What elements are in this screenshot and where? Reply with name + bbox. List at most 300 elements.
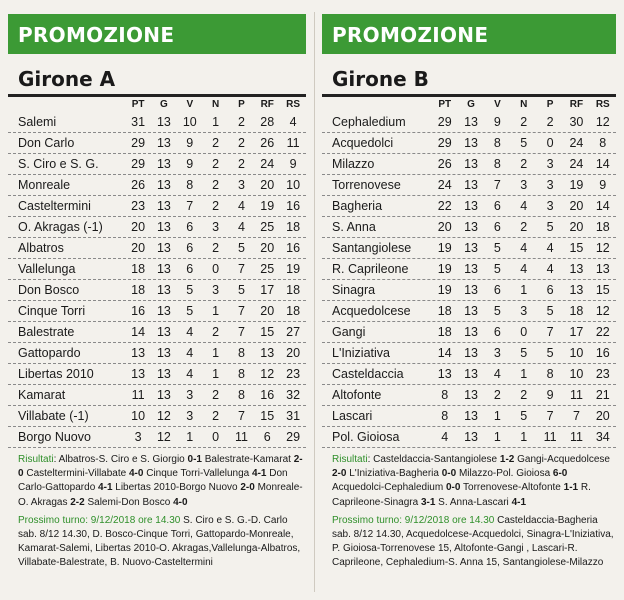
stat-g: 13 [156,241,171,255]
results-label: Risultati [18,454,54,465]
stat-p: 2 [546,115,554,129]
table-row [322,154,616,175]
stat-g: 13 [156,262,171,276]
header-pt: PT [131,99,145,110]
stat-v: 5 [493,304,501,318]
stat-v: 9 [186,136,194,150]
table-row [8,154,306,175]
stat-g: 13 [464,241,479,255]
table-row [322,238,616,259]
stat-rs: 16 [595,346,610,360]
stat-v: 7 [493,178,501,192]
stat-p: 8 [237,346,245,360]
team-name: Don Carlo [18,136,75,150]
stat-pt: 18 [437,325,452,339]
team-name: Salemi [18,115,57,129]
stat-v: 6 [186,220,194,234]
stat-g: 13 [156,178,171,192]
next-round-label: Prossimo turno: 9/12/2018 ore 14.30 [332,514,495,526]
team-name: Libertas 2010 [18,367,94,381]
stat-pt: 19 [437,241,452,255]
stat-pt: 23 [131,199,146,213]
match-teams: Monreale-O. Akragas [18,482,303,508]
table-row [8,238,306,259]
stat-rf: 13 [569,283,584,297]
stat-rs: 14 [595,199,610,213]
stat-n: 2 [212,178,220,192]
stat-rf: 26 [260,136,275,150]
stat-g: 13 [464,199,479,213]
stat-p: 2 [237,157,245,171]
stat-v: 2 [493,388,501,402]
stat-p: 5 [546,346,554,360]
stat-p: 7 [237,304,245,318]
stat-rf: 12 [260,367,275,381]
team-name: Vallelunga [18,262,76,276]
match-teams: Torrenovese-Altofonte [460,482,564,494]
match-score: 0-0 [445,482,461,494]
next-round-text [8,514,306,571]
stat-n: 1 [520,430,528,444]
stat-rf: 20 [569,199,584,213]
group-title: Girone A [18,67,116,91]
stat-pt: 18 [131,283,146,297]
table-row [322,322,616,343]
stat-g: 13 [156,115,171,129]
stat-rs: 16 [286,241,301,255]
table-row [8,280,306,301]
stat-pt: 19 [437,283,452,297]
match-score: 2-0 [18,454,303,480]
stat-g: 13 [156,388,171,402]
stat-pt: 31 [131,115,146,129]
standings-table [8,112,306,448]
header-rs: RS [595,99,610,110]
results-label: Risultati [332,454,368,465]
table-row [8,133,306,154]
table-row [322,217,616,238]
table-row [8,112,306,133]
stat-g: 13 [464,367,479,381]
stat-p: 11 [543,430,557,444]
stat-rf: 24 [569,157,584,171]
stat-n: 2 [212,136,220,150]
stat-g: 13 [156,325,171,339]
stat-pt: 11 [131,388,145,402]
table-row [322,196,616,217]
stat-v: 6 [186,262,194,276]
match-teams: Acquedolci-Cephaledium [332,482,446,494]
match-teams: Casteltermini-Villabate [23,468,129,480]
team-name: Casteldaccia [332,367,404,381]
stat-rs: 18 [595,220,610,234]
header-rs: RS [286,99,301,110]
table-row [8,364,306,385]
team-name: Bagheria [332,199,383,213]
team-name: Casteltermini [18,199,91,213]
stat-pt: 29 [131,157,146,171]
match-score: 4-0 [128,468,144,480]
stat-n: 4 [520,199,528,213]
stat-n: 0 [520,325,528,339]
stat-rf: 10 [569,346,584,360]
stat-v: 1 [493,409,501,423]
stat-p: 8 [546,367,554,381]
stat-rs: 23 [595,367,610,381]
team-name: Pol. Gioiosa [332,430,400,444]
stat-n: 2 [212,241,220,255]
stat-n: 2 [520,388,528,402]
stat-rs: 12 [595,241,610,255]
stat-n: 0 [212,262,220,276]
stat-n: 5 [520,346,528,360]
match-score: 4-1 [98,482,113,494]
stat-p: 0 [546,136,554,150]
match-score: 2-0 [332,468,347,480]
stat-g: 13 [464,409,479,423]
stat-rf: 25 [260,262,275,276]
stat-g: 13 [156,304,171,318]
stat-n: 5 [520,136,528,150]
table-row [8,406,306,427]
stat-v: 5 [186,304,194,318]
next-round-text [322,514,616,571]
stat-rs: 15 [595,283,610,297]
stat-g: 13 [464,283,479,297]
stat-n: 0 [212,430,220,444]
stat-pt: 29 [131,136,146,150]
stat-rs: 14 [595,157,610,171]
stat-rf: 13 [569,262,584,276]
stat-g: 13 [464,220,479,234]
next-round-label: Prossimo turno: 9/12/2018 ore 14.30 [18,514,181,526]
team-name: O. Akragas (-1) [18,220,103,234]
stat-g: 12 [156,409,171,423]
stat-p: 5 [237,283,245,297]
stat-v: 4 [186,346,194,360]
stat-rs: 23 [286,367,301,381]
table-row [322,133,616,154]
stat-n: 2 [212,409,220,423]
stat-pt: 26 [131,178,146,192]
stat-p: 2 [237,115,245,129]
stat-pt: 8 [441,409,449,423]
header-n: N [520,99,528,110]
table-row [322,385,616,406]
match-score: 6-0 [552,468,568,480]
stat-n: 2 [212,199,220,213]
stat-v: 3 [186,409,194,423]
stat-n: 1 [212,346,220,360]
header-g: G [467,99,475,110]
match-score: 3-1 [420,496,436,508]
stat-rs: 11 [286,136,300,150]
team-name: Cinque Torri [18,304,86,318]
stat-rs: 12 [595,304,610,318]
match-score: 2-0 [240,482,255,494]
team-name: S. Ciro e S. G. [18,157,99,171]
stat-rs: 16 [286,199,301,213]
stat-v: 6 [493,283,501,297]
stat-g: 13 [464,430,479,444]
match-score: 4-1 [252,468,267,480]
stat-g: 13 [156,367,171,381]
stat-pt: 20 [437,220,452,234]
stat-rf: 7 [572,409,580,423]
stat-p: 7 [546,325,554,339]
stat-v: 7 [186,199,194,213]
stat-rs: 21 [595,388,610,402]
team-name: Gattopardo [18,346,81,360]
team-name: Monreale [18,178,71,192]
header-v: V [186,99,194,110]
stat-p: 9 [546,388,554,402]
table-row [8,196,306,217]
stat-rf: 30 [569,115,584,129]
match-score: 1-2 [499,454,515,465]
stat-g: 13 [464,325,479,339]
stat-rf: 17 [260,283,275,297]
standings-table [322,112,616,448]
stat-n: 4 [520,241,528,255]
stat-rs: 19 [286,262,301,276]
table-row [322,301,616,322]
stat-g: 13 [156,157,171,171]
table-row [322,343,616,364]
stat-pt: 3 [134,430,142,444]
match-teams: R. Caprileone-Sinagra [332,482,591,508]
stat-rf: 20 [260,241,275,255]
stat-v: 8 [493,157,501,171]
stat-rf: 11 [569,430,583,444]
stat-rf: 15 [569,241,584,255]
results-text [322,453,616,510]
stat-pt: 16 [131,304,146,318]
stat-pt: 10 [131,409,146,423]
stat-n: 2 [520,115,528,129]
stat-g: 13 [464,157,479,171]
column-divider [314,12,315,592]
stat-rs: 20 [286,346,301,360]
team-name: Don Bosco [18,283,80,297]
stat-v: 6 [493,199,501,213]
match-teams: Gangi-Acquedolcese [514,454,610,465]
stat-rs: 18 [286,283,301,297]
match-score: 4-0 [173,496,188,508]
promozione-banner: PROMOZIONE [8,14,306,54]
table-row [322,406,616,427]
table-row [322,427,616,448]
stat-n: 5 [520,409,528,423]
stat-n: 2 [212,388,220,402]
team-name: Kamarat [18,388,66,402]
stat-p: 11 [234,430,248,444]
team-name: Acquedolcese [332,304,411,318]
table-row [322,364,616,385]
stat-v: 10 [182,115,197,129]
table-row [8,175,306,196]
stat-p: 7 [237,325,245,339]
next-round-fixtures: Casteldaccia-Bagheria sab. 8/12 14.30, Acquedolcese-Acquedolci, Sinagra-L'Iniziativa, P. Gioiosa-Torrenovese 15, Altofonte-Gangi , Lascari-R. Caprileone, Cephaledium-S. Anna 15, Santangiolese-Milazzo [332,514,614,569]
match-teams: : Albatros-S. Ciro e S. Giorgio [53,454,188,465]
header-rf: RF [569,99,584,110]
stat-v: 8 [493,136,501,150]
stat-n: 3 [520,178,528,192]
stat-g: 13 [156,199,171,213]
header-g: G [160,99,168,110]
stat-pt: 4 [441,430,449,444]
table-row [8,427,306,448]
stat-n: 1 [212,367,220,381]
stat-v: 4 [186,325,194,339]
stat-p: 3 [546,157,554,171]
stat-v: 3 [186,388,194,402]
stat-g: 13 [464,262,479,276]
stat-p: 6 [546,283,554,297]
stat-v: 3 [493,346,501,360]
stat-rs: 8 [599,136,607,150]
stat-rs: 34 [595,430,610,444]
stat-p: 2 [237,136,245,150]
stat-n: 3 [212,283,220,297]
match-teams: : Casteldaccia-Santangiolese [367,454,500,465]
stat-pt: 26 [437,157,452,171]
table-row [8,301,306,322]
team-name: S. Anna [332,220,376,234]
stat-pt: 20 [131,241,146,255]
team-name: Lascari [332,409,373,423]
stat-pt: 19 [437,262,452,276]
stat-rf: 25 [260,220,275,234]
stat-p: 3 [237,178,245,192]
stat-rf: 16 [260,388,275,402]
stat-p: 8 [237,367,245,381]
match-teams: Salemi-Don Bosco [84,496,174,508]
stat-g: 13 [464,178,479,192]
stat-pt: 18 [437,304,452,318]
results-text [8,453,306,510]
stat-rs: 18 [286,304,301,318]
stat-rf: 24 [260,157,275,171]
stat-v: 6 [493,220,501,234]
stat-rf: 20 [260,178,275,192]
team-name: Borgo Nuovo [18,430,91,444]
stat-v: 6 [186,241,194,255]
stat-p: 5 [546,304,554,318]
table-row [322,259,616,280]
header-v: V [494,99,501,110]
stat-v: 4 [186,367,194,381]
stat-p: 7 [237,409,245,423]
stat-v: 5 [493,241,501,255]
stat-n: 2 [520,157,528,171]
stat-p: 4 [237,220,245,234]
match-teams: Don Carlo-Gattopardo [18,468,288,494]
stat-n: 3 [212,220,220,234]
stat-n: 2 [520,220,528,234]
stat-rs: 20 [595,409,610,423]
stat-rs: 18 [286,220,301,234]
stat-p: 4 [237,199,245,213]
team-name: Milazzo [332,157,375,171]
stat-rf: 24 [569,136,584,150]
stat-n: 2 [212,325,220,339]
table-row [8,343,306,364]
stat-rs: 22 [595,325,610,339]
table-row [8,259,306,280]
standings-header [322,97,616,112]
stat-rs: 27 [286,325,301,339]
stat-p: 3 [546,178,554,192]
stat-rf: 17 [569,325,584,339]
match-teams: S. Anna-Lascari [435,496,512,508]
stat-rs: 12 [595,115,610,129]
stat-n: 1 [212,115,220,129]
stat-p: 5 [546,220,554,234]
match-score: 2-2 [70,496,85,508]
match-score: 4-1 [511,496,527,508]
team-name: Albatros [18,241,64,255]
stat-v: 9 [493,115,501,129]
stat-rs: 32 [286,388,301,402]
team-name: Gangi [332,325,366,339]
stat-rf: 15 [260,325,275,339]
standings-header [8,97,306,112]
group-title: Girone B [332,67,429,91]
girone-a-section [8,14,306,571]
match-teams: Libertas 2010-Borgo Nuovo [112,482,241,494]
team-name: Villabate (-1) [18,409,89,423]
stat-rs: 9 [289,157,297,171]
stat-v: 4 [493,367,501,381]
stat-rs: 10 [286,178,301,192]
header-pt: PT [438,99,452,110]
table-row [322,112,616,133]
stat-rf: 19 [260,199,275,213]
stat-rs: 9 [599,178,607,192]
team-name: Cephaledium [332,115,406,129]
table-row [8,385,306,406]
stat-rf: 15 [260,409,275,423]
stat-pt: 14 [131,325,146,339]
stat-rf: 10 [569,367,584,381]
stat-p: 7 [546,409,554,423]
stat-g: 13 [156,136,171,150]
header-n: N [211,99,220,110]
stat-v: 1 [186,430,194,444]
stat-g: 13 [464,388,479,402]
stat-rs: 4 [289,115,297,129]
team-name: L'Iniziativa [332,346,390,360]
stat-rf: 13 [260,346,275,360]
stat-g: 13 [464,346,479,360]
stat-p: 7 [237,262,245,276]
match-teams: Balestrate-Kamarat [201,454,294,465]
girone-b-section [322,14,616,571]
stat-pt: 22 [437,199,452,213]
table-row [322,280,616,301]
stat-rs: 13 [595,262,610,276]
header-rf: RF [260,99,274,110]
header-p: P [546,99,554,110]
team-name: R. Caprileone [332,262,409,276]
stat-pt: 24 [437,178,452,192]
team-name: Balestrate [18,325,75,339]
team-name: Acquedolci [332,136,394,150]
stat-rf: 20 [569,220,584,234]
stat-v: 8 [186,178,194,192]
match-score: 0-0 [441,468,457,480]
